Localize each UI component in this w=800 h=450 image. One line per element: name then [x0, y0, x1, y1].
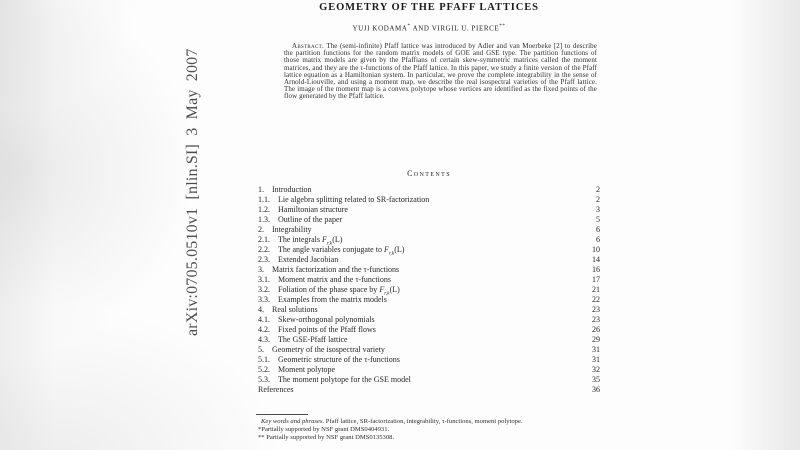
toc-label-suffix: (L)	[332, 235, 343, 244]
toc-row	[258, 245, 600, 255]
toc-label-text: Foliation of the phase space by	[278, 285, 380, 294]
toc-row	[258, 195, 600, 205]
toc-label	[278, 275, 391, 285]
math-sub: r,k	[384, 290, 390, 297]
toc-label	[258, 385, 294, 395]
toc-page-number: 26	[592, 325, 600, 334]
toc-page-number: 31	[592, 355, 600, 364]
toc-row	[258, 295, 600, 305]
toc-label-suffix: (L)	[389, 285, 400, 294]
table-of-contents	[258, 185, 600, 395]
toc-label-text: Examples from the matrix models	[278, 295, 387, 304]
toc-label-text: Hamiltonian structure	[278, 205, 348, 214]
toc-page-number: 35	[592, 375, 600, 384]
toc-label-text: Extended Jacobian	[278, 255, 339, 264]
toc-number: 3.2.	[258, 285, 270, 294]
toc-number: 1.3.	[258, 215, 270, 224]
toc-label	[278, 335, 348, 345]
math-sub: r,k	[326, 240, 333, 247]
toc-number: 3.3.	[258, 295, 270, 304]
toc-label	[278, 215, 342, 225]
toc-label	[278, 285, 400, 295]
toc-page-number: 17	[592, 275, 600, 284]
toc-number: 4.3.	[258, 335, 270, 344]
author-name-1: YUJI KODAMA	[352, 24, 408, 33]
toc-number: 1.	[258, 185, 264, 194]
toc-row	[258, 305, 600, 315]
toc-number: 4.	[258, 305, 264, 314]
toc-label-text: Moment polytope	[278, 365, 336, 374]
toc-number: 5.1.	[258, 355, 270, 364]
toc-label	[272, 225, 312, 235]
toc-page-number: 5	[596, 215, 600, 224]
toc-label	[272, 345, 385, 355]
toc-page-number: 6	[596, 235, 600, 244]
toc-row	[258, 285, 600, 295]
toc-label-text: Lie algebra splitting related to SR-factorization	[278, 195, 430, 204]
toc-page-number: 10	[592, 245, 600, 254]
toc-label	[278, 295, 387, 305]
toc-row	[258, 215, 600, 225]
toc-label	[278, 235, 342, 245]
abstract	[284, 43, 597, 101]
toc-number: 5.3.	[258, 375, 270, 384]
toc-label	[272, 305, 318, 315]
toc-label	[278, 315, 375, 325]
math-var: F	[321, 235, 327, 244]
math-var: F	[383, 245, 389, 254]
toc-label	[278, 365, 335, 375]
toc-number: 4.1.	[258, 315, 270, 324]
toc-label-text: The angle variables conjugate to	[278, 245, 384, 254]
toc-label	[272, 185, 312, 195]
toc-label	[278, 375, 411, 385]
footnote-block	[256, 414, 600, 442]
paper-title: GEOMETRY OF THE PFAFF LATTICES	[319, 2, 539, 13]
toc-row	[258, 255, 600, 265]
abstract-label: Abstract.	[292, 42, 325, 50]
toc-page-number: 2	[596, 185, 600, 194]
toc-label-text: The moment polytope for the GSE model	[278, 375, 411, 384]
toc-number: 2.3.	[258, 255, 270, 264]
toc-label-text: Geometry of the isospectral variety	[272, 345, 385, 354]
toc-row	[258, 185, 600, 195]
toc-number: 4.2.	[258, 325, 270, 334]
toc-number: 3.	[258, 265, 264, 274]
toc-label-text: Skew-orthogonal polynomials	[278, 315, 375, 324]
toc-page-number: 23	[592, 315, 600, 324]
toc-number: 3.1.	[258, 275, 270, 284]
toc-page-number: 14	[592, 255, 600, 264]
toc-page-number: 2	[596, 195, 600, 204]
toc-label-suffix: (L)	[394, 245, 405, 254]
footnote-1: *Partially supported by NSF grant DMS0404931.	[258, 426, 390, 433]
toc-page-number: 31	[592, 345, 600, 354]
toc-row	[258, 365, 600, 375]
authors-line	[258, 24, 600, 32]
toc-label-text: Geometric structure of the τ-functions	[278, 355, 400, 364]
toc-page-number: 3	[596, 205, 600, 214]
toc-row	[258, 205, 600, 215]
toc-label-text: The integrals	[278, 235, 322, 244]
toc-label	[278, 195, 429, 205]
toc-page-number: 23	[592, 305, 600, 314]
toc-page-number: 22	[592, 295, 600, 304]
toc-row	[258, 225, 600, 235]
toc-label-text: The GSE-Pfaff lattice	[278, 335, 348, 344]
toc-label	[272, 265, 399, 275]
toc-row	[258, 325, 600, 335]
toc-label	[278, 325, 376, 335]
toc-number: 2.	[258, 225, 264, 234]
toc-number: 1.2.	[258, 205, 270, 214]
toc-page-number: 32	[592, 365, 600, 374]
toc-row	[258, 385, 600, 395]
arxiv-stamp: arXiv:0705.0510v1 [nlin.SI] 3 May 2007	[184, 48, 201, 336]
math-var: F	[379, 285, 385, 294]
toc-row	[258, 335, 600, 345]
toc-page-number: 21	[592, 285, 600, 294]
abstract-text: The (semi-infinite) Pfaff lattice was introduced by Adler and van Moerbeke [2] to describe the partition functions for the random matrix models of GOE and GSE type. The partition functions of those matrix models are given by the Pfaffians of certain skew-symmetric matrices called the moment matrices, and they are the τ-functions of the Pfaff lattice. In this paper, we study a finite version of the Pfaff lattice equation as a Hamiltonian system. In particular, we prove the complete integrability in the sense of Arnold-Liouville, and using a moment map, we describe the real isospectral varieties of the Pfaff lattice. The image of the moment map is a convex polytope whose vertices are identified as the fixed points of the flow generated by the Pfaff lattice.	[284, 42, 597, 101]
toc-row	[258, 355, 600, 365]
toc-page-number: 16	[592, 265, 600, 274]
toc-label-text: Moment matrix and the τ-functions	[278, 275, 391, 284]
toc-label-text: References	[258, 385, 294, 394]
toc-label	[278, 205, 348, 215]
toc-number: 2.2.	[258, 245, 270, 254]
toc-label	[278, 255, 338, 265]
toc-number: 5.2.	[258, 365, 270, 374]
toc-number: 5.	[258, 345, 264, 354]
toc-page-number: 29	[592, 335, 600, 344]
toc-row	[258, 275, 600, 285]
toc-row	[258, 235, 600, 245]
keywords-line	[256, 418, 600, 426]
toc-label-text: Outline of the paper	[278, 215, 343, 224]
contents-heading: Contents	[407, 169, 451, 178]
toc-number: 2.1.	[258, 235, 270, 244]
toc-row	[258, 375, 600, 385]
toc-label-text: Integrability	[272, 225, 312, 234]
keywords-label: Key words and phrases.	[261, 418, 325, 425]
author-name-2: VIRGIL U. PIERCE	[431, 24, 500, 33]
math-sub: r,k	[388, 250, 395, 257]
keywords-text: Pfaff lattice, SR-factorization, integrability, τ-functions, moment polytope.	[324, 418, 523, 425]
footnote-2: ** Partially supported by NSF grant DMS0135308.	[258, 434, 395, 441]
toc-number: 1.1.	[258, 195, 270, 204]
author-footnote-mark-1: *	[407, 24, 411, 29]
toc-label-text: Fixed points of the Pfaff flows	[278, 325, 376, 334]
toc-page-number: 36	[592, 385, 600, 394]
toc-page-number: 6	[596, 225, 600, 234]
toc-label-text: Real solutions	[272, 305, 318, 314]
toc-label-text: Matrix factorization and the τ-functions	[272, 265, 400, 274]
toc-row	[258, 315, 600, 325]
toc-row	[258, 345, 600, 355]
author-footnote-mark-2: **	[499, 24, 506, 29]
toc-row	[258, 265, 600, 275]
toc-label	[278, 245, 404, 255]
authors-conjunction: AND	[410, 24, 432, 33]
toc-label-text: Introduction	[272, 185, 312, 194]
footnote-rule	[256, 414, 308, 415]
toc-label	[278, 355, 400, 365]
